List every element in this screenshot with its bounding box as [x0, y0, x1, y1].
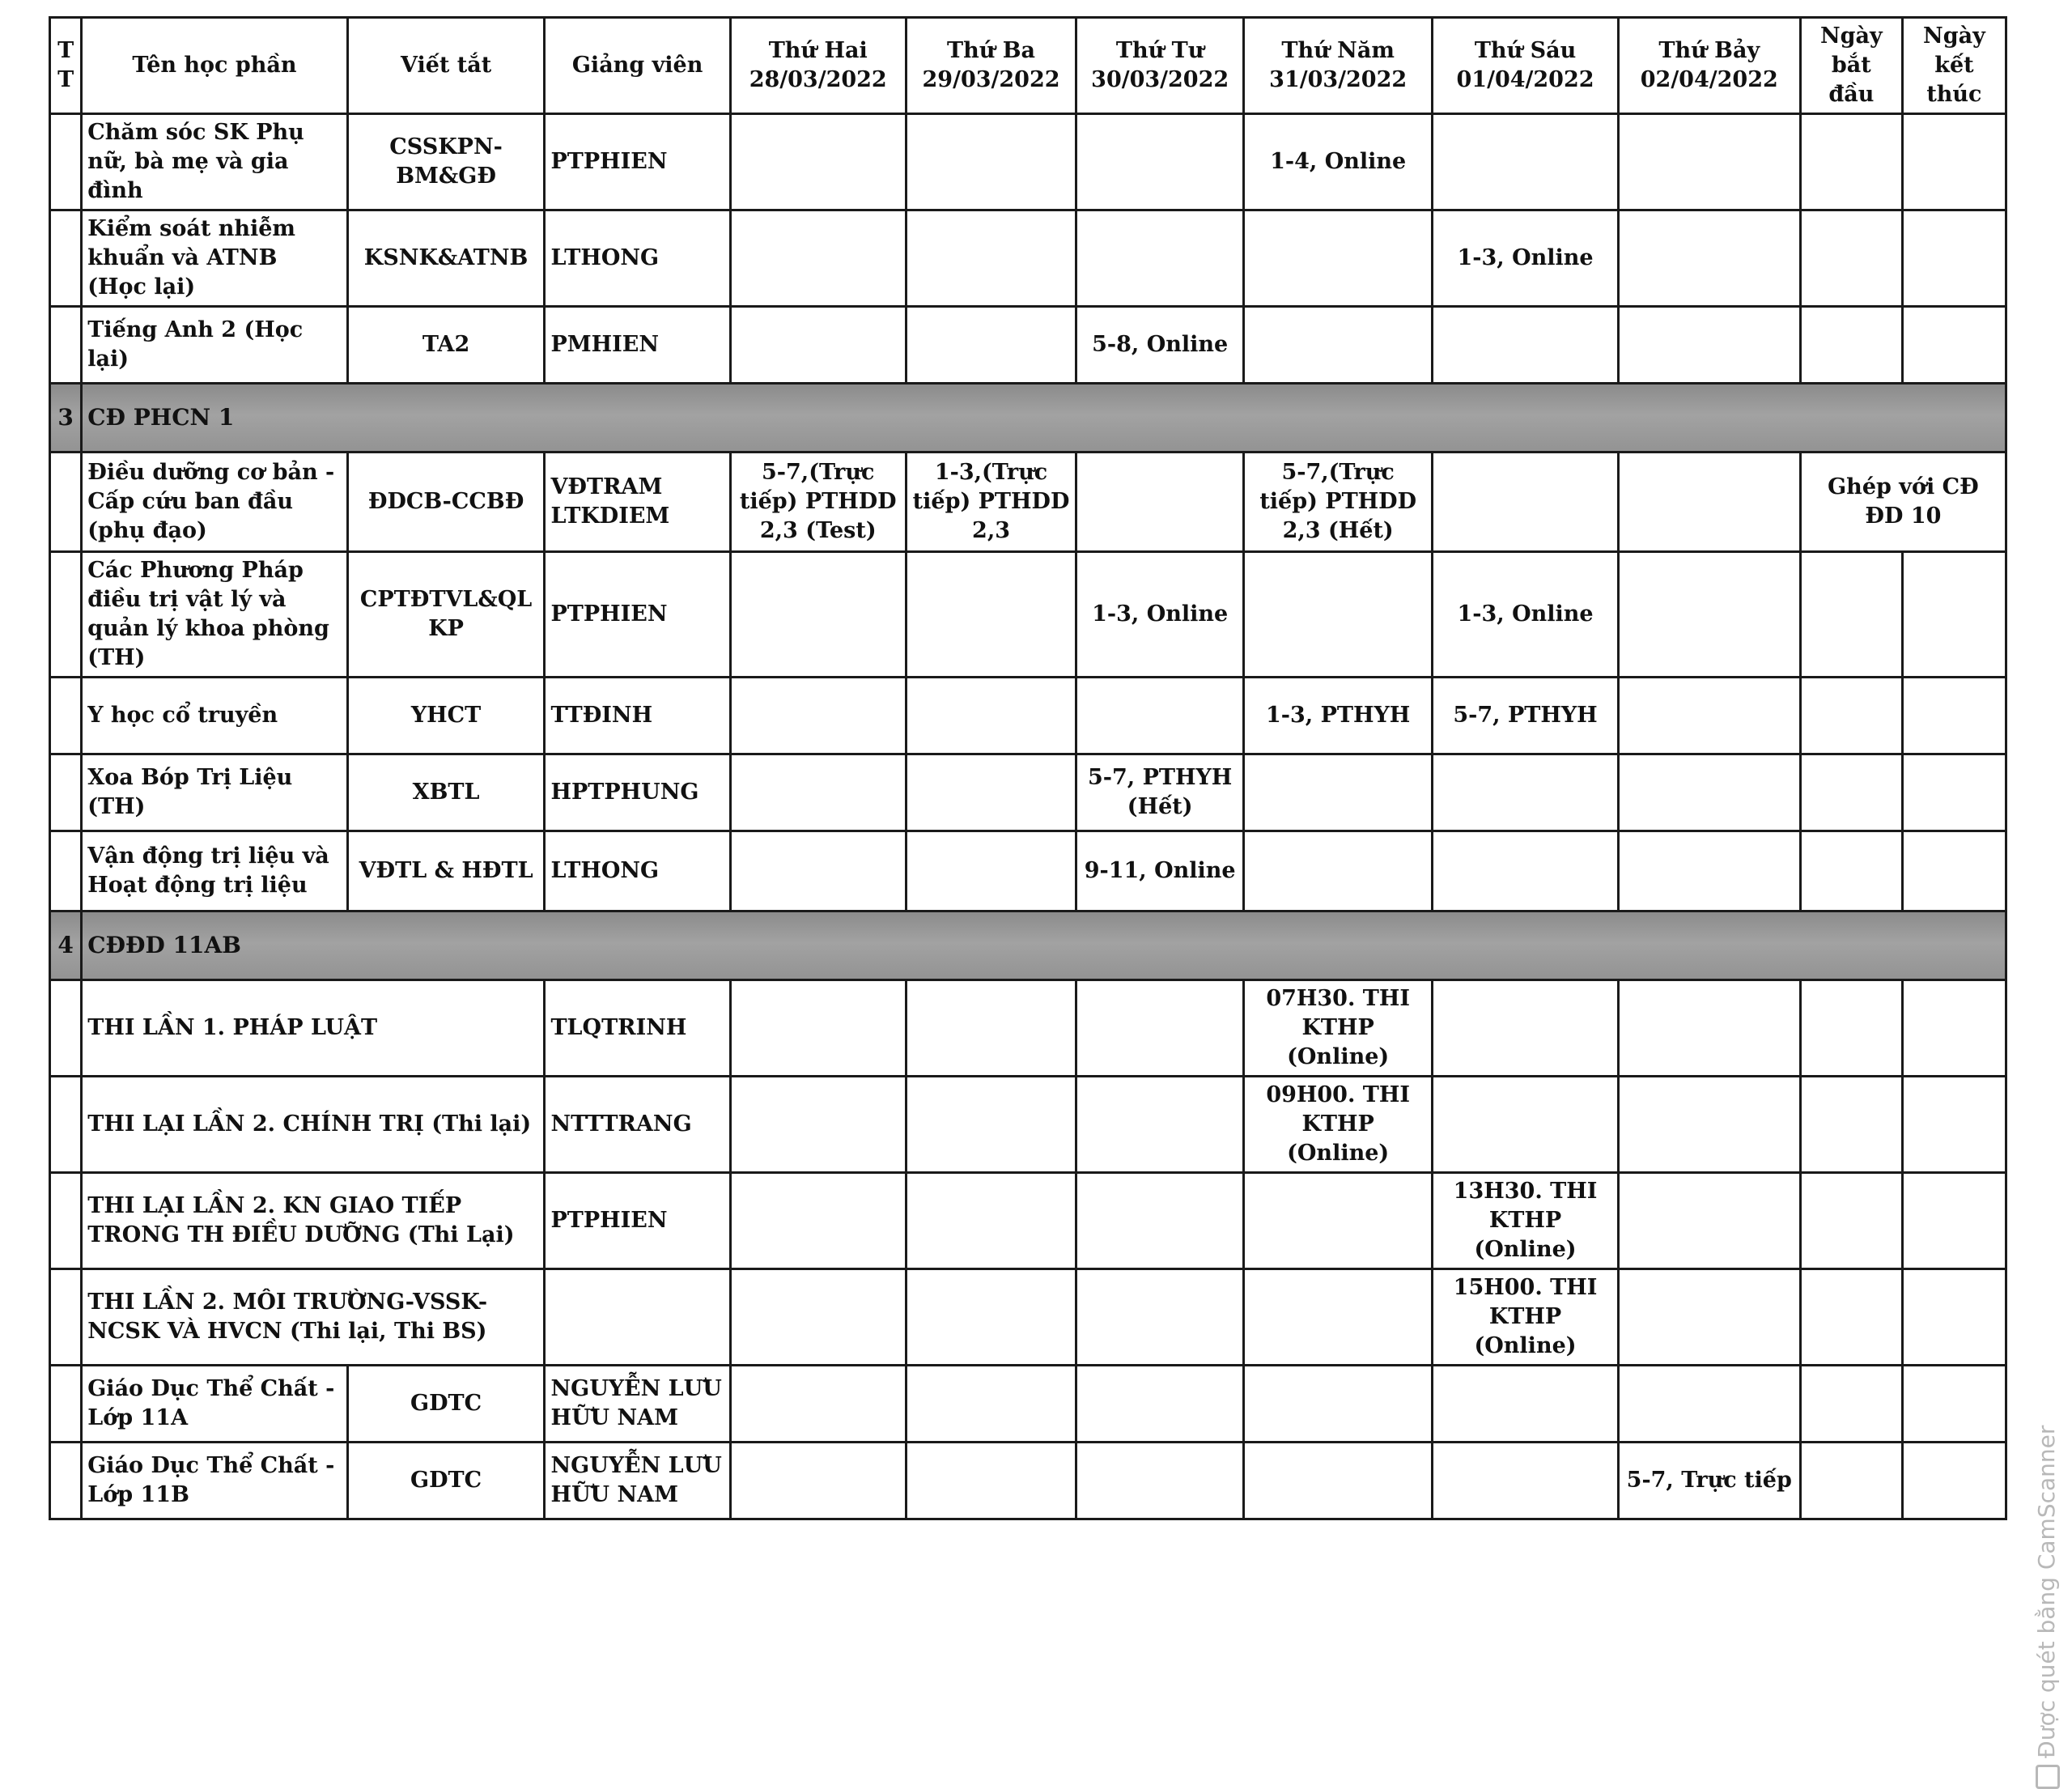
start-date: [1800, 552, 1902, 678]
table-row: [50, 1077, 2006, 1173]
lecturer: VĐTRAM LTKDIEM: [545, 453, 730, 552]
course-name: THI LẦN 2. MÔI TRƯỜNG-VSSK-NCSK VÀ HVCN (Thi lại, Thi BS): [82, 1269, 545, 1366]
slot-mon: 5-7,(Trực tiếp) PTHDD 2,3 (Test): [730, 453, 906, 552]
end-date: [1902, 1077, 2006, 1173]
slot-sat: [1618, 1173, 1800, 1269]
lecturer: PTPHIEN: [545, 1173, 730, 1269]
slot-mon: [730, 831, 906, 911]
table-row: [50, 1443, 2006, 1519]
end-date: [1902, 1443, 2006, 1519]
course-abbr: KSNK&ATNB: [347, 210, 545, 307]
slot-tue: [906, 1269, 1076, 1366]
slot-tue: [906, 1173, 1076, 1269]
header-end-date: Ngày kết thúc: [1902, 18, 2006, 114]
slot-mon: [730, 1173, 906, 1269]
slot-wed: 1-3, Online: [1076, 552, 1244, 678]
slot-fri: [1433, 1443, 1618, 1519]
slot-thu: 5-7,(Trực tiếp) PTHDD 2,3 (Hết): [1243, 453, 1432, 552]
slot-sat: [1618, 453, 1800, 552]
end-date: [1902, 831, 2006, 911]
header-day-tue: Thứ Ba 29/03/2022: [906, 18, 1076, 114]
row-number: [50, 678, 82, 754]
slot-wed: [1076, 1366, 1244, 1443]
course-abbr: CPTĐTVL&QLKP: [347, 552, 545, 678]
slot-tue: [906, 1443, 1076, 1519]
merged-note: Ghép với CĐ ĐD 10: [1800, 453, 2006, 552]
start-date: [1800, 1269, 1902, 1366]
course-abbr: CSSKPN-BM&GĐ: [347, 114, 545, 210]
table-row: [50, 754, 2006, 831]
slot-fri: [1433, 453, 1618, 552]
slot-tue: [906, 552, 1076, 678]
lecturer: NGUYỄN LƯU HỮU NAM: [545, 1443, 730, 1519]
slot-thu: [1243, 1173, 1432, 1269]
course-name: Y học cổ truyền: [82, 678, 347, 754]
slot-thu: [1243, 831, 1432, 911]
table-row: [50, 114, 2006, 210]
row-number: [50, 210, 82, 307]
lecturer: LTHONG: [545, 831, 730, 911]
start-date: [1800, 678, 1902, 754]
header-row: [50, 18, 2006, 114]
slot-wed: [1076, 1173, 1244, 1269]
course-name: THI LẠI LẦN 2. CHÍNH TRỊ (Thi lại): [82, 1077, 545, 1173]
header-abbr: Viết tắt: [347, 18, 545, 114]
course-name: THI LẠI LẦN 2. KN GIAO TIẾP TRONG TH ĐIỀU DƯỠNG (Thi Lại): [82, 1173, 545, 1269]
slot-mon: [730, 552, 906, 678]
slot-wed: [1076, 980, 1244, 1077]
slot-wed: [1076, 1269, 1244, 1366]
slot-wed: 5-8, Online: [1076, 307, 1244, 384]
start-date: [1800, 210, 1902, 307]
slot-mon: [730, 210, 906, 307]
slot-mon: [730, 980, 906, 1077]
slot-mon: [730, 1269, 906, 1366]
slot-mon: [730, 1366, 906, 1443]
header-day-wed: Thứ Tư 30/03/2022: [1076, 18, 1244, 114]
slot-sat: [1618, 1366, 1800, 1443]
header-start-date: Ngày bắt đầu: [1800, 18, 1902, 114]
slot-sat: [1618, 831, 1800, 911]
slot-mon: [730, 754, 906, 831]
course-name: THI LẦN 1. PHÁP LUẬT: [82, 980, 545, 1077]
start-date: [1800, 1366, 1902, 1443]
slot-thu: [1243, 1366, 1432, 1443]
slot-thu: [1243, 1443, 1432, 1519]
slot-mon: [730, 1443, 906, 1519]
slot-wed: 9-11, Online: [1076, 831, 1244, 911]
section-number: 4: [50, 911, 82, 980]
course-abbr: VĐTL & HĐTL: [347, 831, 545, 911]
slot-fri: [1433, 1077, 1618, 1173]
row-number: [50, 1077, 82, 1173]
slot-tue: [906, 754, 1076, 831]
slot-thu: [1243, 552, 1432, 678]
table-row: [50, 831, 2006, 911]
lecturer: PTPHIEN: [545, 114, 730, 210]
course-name: Xoa Bóp Trị Liệu (TH): [82, 754, 347, 831]
end-date: [1902, 114, 2006, 210]
slot-thu: 1-3, PTHYH: [1243, 678, 1432, 754]
course-name: Các Phương Pháp điều trị vật lý và quản lý khoa phòng (TH): [82, 552, 347, 678]
course-name: Giáo Dục Thể Chất - Lớp 11B: [82, 1443, 347, 1519]
slot-mon: [730, 678, 906, 754]
course-name: Tiếng Anh 2 (Học lại): [82, 307, 347, 384]
course-name: Kiểm soát nhiễm khuẩn và ATNB (Học lại): [82, 210, 347, 307]
course-name: Vận động trị liệu và Hoạt động trị liệu: [82, 831, 347, 911]
row-number: [50, 754, 82, 831]
start-date: [1800, 1443, 1902, 1519]
start-date: [1800, 1173, 1902, 1269]
row-number: [50, 980, 82, 1077]
lecturer: PMHIEN: [545, 307, 730, 384]
schedule-table: [49, 16, 2007, 1520]
start-date: [1800, 114, 1902, 210]
slot-sat: [1618, 552, 1800, 678]
end-date: [1902, 1173, 2006, 1269]
slot-tue: [906, 210, 1076, 307]
lecturer: LTHONG: [545, 210, 730, 307]
row-number: [50, 552, 82, 678]
course-abbr: ĐDCB-CCBĐ: [347, 453, 545, 552]
slot-thu: [1243, 210, 1432, 307]
section-title: CĐĐD 11AB: [82, 911, 2006, 980]
row-number: [50, 1366, 82, 1443]
table-row: [50, 453, 2006, 552]
slot-tue: [906, 831, 1076, 911]
course-name: Chăm sóc SK Phụ nữ, bà mẹ và gia đình: [82, 114, 347, 210]
slot-thu: 1-4, Online: [1243, 114, 1432, 210]
section-number: 3: [50, 384, 82, 453]
start-date: [1800, 1077, 1902, 1173]
slot-tue: [906, 114, 1076, 210]
lecturer: NTTTRANG: [545, 1077, 730, 1173]
slot-fri: 13H30. THI KTHP (Online): [1433, 1173, 1618, 1269]
lecturer: TTĐINH: [545, 678, 730, 754]
slot-wed: [1076, 453, 1244, 552]
header-course: Tên học phần: [82, 18, 347, 114]
row-number: [50, 1269, 82, 1366]
end-date: [1902, 552, 2006, 678]
slot-wed: [1076, 210, 1244, 307]
slot-fri: [1433, 1366, 1618, 1443]
slot-fri: [1433, 114, 1618, 210]
lecturer: [545, 1269, 730, 1366]
course-abbr: GDTC: [347, 1366, 545, 1443]
slot-wed: [1076, 678, 1244, 754]
camscanner-watermark: [2033, 1368, 2066, 1789]
slot-wed: [1076, 1077, 1244, 1173]
slot-wed: [1076, 1443, 1244, 1519]
start-date: [1800, 980, 1902, 1077]
slot-thu: [1243, 754, 1432, 831]
slot-wed: [1076, 114, 1244, 210]
section-row-4: [50, 911, 2006, 980]
lecturer: HPTPHUNG: [545, 754, 730, 831]
header-lecturer: Giảng viên: [545, 18, 730, 114]
course-abbr: GDTC: [347, 1443, 545, 1519]
slot-fri: 5-7, PTHYH: [1433, 678, 1618, 754]
section-title: CĐ PHCN 1: [82, 384, 2006, 453]
slot-fri: 1-3, Online: [1433, 210, 1618, 307]
table-row: [50, 552, 2006, 678]
slot-sat: [1618, 307, 1800, 384]
slot-sat: [1618, 1077, 1800, 1173]
slot-fri: [1433, 831, 1618, 911]
course-name: Điều dưỡng cơ bản - Cấp cứu ban đầu (phụ đạo): [82, 453, 347, 552]
course-name: Giáo Dục Thể Chất - Lớp 11A: [82, 1366, 347, 1443]
end-date: [1902, 1269, 2006, 1366]
slot-sat: [1618, 210, 1800, 307]
table-row: [50, 1366, 2006, 1443]
slot-thu: 07H30. THI KTHP (Online): [1243, 980, 1432, 1077]
slot-thu: [1243, 1269, 1432, 1366]
slot-wed: 5-7, PTHYH (Hết): [1076, 754, 1244, 831]
lecturer: PTPHIEN: [545, 552, 730, 678]
row-number: [50, 453, 82, 552]
header-day-thu: Thứ Năm 31/03/2022: [1243, 18, 1432, 114]
course-abbr: TA2: [347, 307, 545, 384]
table-row: [50, 210, 2006, 307]
end-date: [1902, 678, 2006, 754]
row-number: [50, 831, 82, 911]
header-tt: T T: [50, 18, 82, 114]
header-day-fri: Thứ Sáu 01/04/2022: [1433, 18, 1618, 114]
slot-sat: [1618, 980, 1800, 1077]
course-abbr: XBTL: [347, 754, 545, 831]
slot-sat: [1618, 1269, 1800, 1366]
lecturer: NGUYỄN LƯU HỮU NAM: [545, 1366, 730, 1443]
end-date: [1902, 210, 2006, 307]
end-date: [1902, 1366, 2006, 1443]
table-row: [50, 980, 2006, 1077]
course-abbr: YHCT: [347, 678, 545, 754]
table-row: [50, 1173, 2006, 1269]
slot-tue: 1-3,(Trực tiếp) PTHDD 2,3: [906, 453, 1076, 552]
header-day-mon: Thứ Hai 28/03/2022: [730, 18, 906, 114]
table-row: [50, 307, 2006, 384]
slot-fri: 15H00. THI KTHP (Online): [1433, 1269, 1618, 1366]
slot-fri: [1433, 754, 1618, 831]
end-date: [1902, 754, 2006, 831]
slot-sat: 5-7, Trực tiếp: [1618, 1443, 1800, 1519]
row-number: [50, 1173, 82, 1269]
header-day-sat: Thứ Bảy 02/04/2022: [1618, 18, 1800, 114]
slot-fri: [1433, 980, 1618, 1077]
slot-tue: [906, 1366, 1076, 1443]
slot-mon: [730, 114, 906, 210]
slot-mon: [730, 307, 906, 384]
slot-sat: [1618, 754, 1800, 831]
camscanner-icon: [2036, 1765, 2060, 1789]
slot-tue: [906, 678, 1076, 754]
slot-sat: [1618, 678, 1800, 754]
table-row: [50, 678, 2006, 754]
slot-mon: [730, 1077, 906, 1173]
schedule-sheet: [49, 16, 2007, 1507]
start-date: [1800, 831, 1902, 911]
end-date: [1902, 980, 2006, 1077]
table-row: [50, 1269, 2006, 1366]
slot-tue: [906, 980, 1076, 1077]
slot-thu: [1243, 307, 1432, 384]
start-date: [1800, 754, 1902, 831]
watermark-text: Được quét bằng CamScanner: [2033, 1425, 2060, 1758]
section-row-3: [50, 384, 2006, 453]
start-date: [1800, 307, 1902, 384]
lecturer: TLQTRINH: [545, 980, 730, 1077]
slot-thu: 09H00. THI KTHP (Online): [1243, 1077, 1432, 1173]
end-date: [1902, 307, 2006, 384]
row-number: [50, 307, 82, 384]
row-number: [50, 1443, 82, 1519]
slot-sat: [1618, 114, 1800, 210]
row-number: [50, 114, 82, 210]
slot-tue: [906, 307, 1076, 384]
slot-fri: [1433, 307, 1618, 384]
slot-tue: [906, 1077, 1076, 1173]
slot-fri: 1-3, Online: [1433, 552, 1618, 678]
